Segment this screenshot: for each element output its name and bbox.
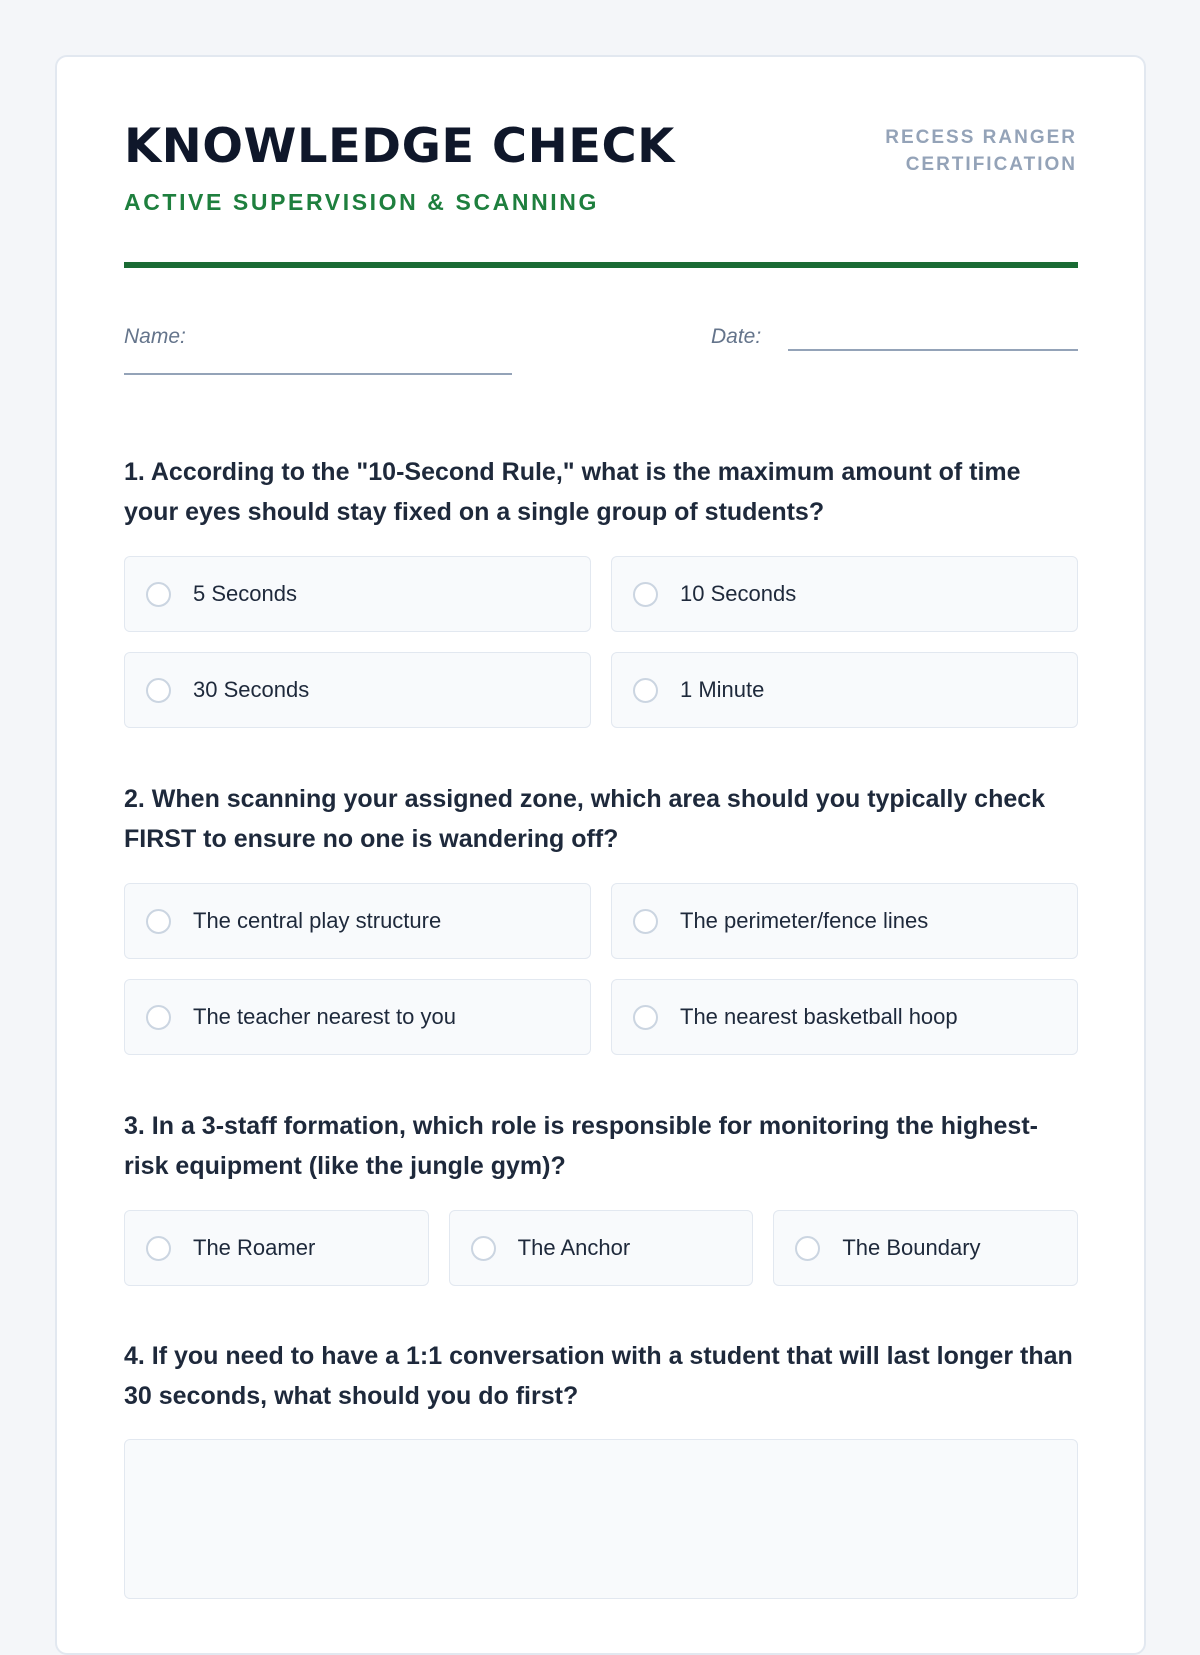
- answer-textarea[interactable]: [124, 1439, 1078, 1599]
- page-title: KNOWLEDGE CHECK: [124, 119, 675, 174]
- option-the-anchor[interactable]: [449, 1210, 754, 1286]
- option-5-seconds[interactable]: [124, 556, 591, 632]
- question-3-options: [124, 1210, 1078, 1286]
- option-label: The Anchor: [517, 1235, 631, 1260]
- option-label: The nearest basketball hoop: [680, 1004, 958, 1029]
- option-label: The Boundary: [842, 1235, 981, 1260]
- question-2: 2. When scanning your assigned zone, which area should you typically check FIRST to ensure no one is wandering off?: [124, 785, 1046, 853]
- option-teacher-nearest[interactable]: [124, 979, 591, 1055]
- option-label: The perimeter/fence lines: [680, 908, 929, 933]
- radio-icon[interactable]: [633, 1005, 658, 1030]
- option-the-boundary[interactable]: [773, 1210, 1078, 1286]
- option-label: The Roamer: [193, 1235, 316, 1260]
- option-1-minute[interactable]: [611, 652, 1078, 728]
- radio-icon[interactable]: [146, 1005, 171, 1030]
- option-label: 5 Seconds: [193, 581, 297, 606]
- radio-icon[interactable]: [633, 678, 658, 703]
- certification-line-1: RECESS RANGER: [885, 127, 1077, 148]
- question-4: 4. If you need to have a 1:1 conversation with a student that will last longer than 30 seconds, what should you do first?: [124, 1342, 1073, 1410]
- page-subtitle: ACTIVE SUPERVISION & SCANNING: [124, 189, 599, 215]
- option-label: 1 Minute: [680, 677, 765, 702]
- radio-icon[interactable]: [146, 909, 171, 934]
- question-2-options: [124, 883, 1078, 1055]
- radio-icon[interactable]: [633, 582, 658, 607]
- name-label: Name:: [124, 325, 186, 348]
- option-30-seconds[interactable]: [124, 652, 591, 728]
- option-10-seconds[interactable]: [611, 556, 1078, 632]
- option-central-play-structure[interactable]: [124, 883, 591, 959]
- question-1: 1. According to the "10-Second Rule," what is the maximum amount of time your eyes should stay fixed on a single group of students?: [124, 458, 1021, 526]
- certification-label: [817, 124, 1077, 178]
- radio-icon[interactable]: [633, 909, 658, 934]
- option-nearest-basketball-hoop[interactable]: [611, 979, 1078, 1055]
- option-label: 30 Seconds: [193, 677, 310, 702]
- certification-line-2: CERTIFICATION: [905, 154, 1077, 175]
- radio-icon[interactable]: [795, 1236, 820, 1261]
- option-label: 10 Seconds: [680, 581, 797, 606]
- radio-icon[interactable]: [471, 1236, 496, 1261]
- radio-icon[interactable]: [146, 1236, 171, 1261]
- name-field[interactable]: [124, 373, 512, 375]
- quiz-card: [55, 55, 1146, 1655]
- option-perimeter-fence-lines[interactable]: [611, 883, 1078, 959]
- date-field[interactable]: [788, 349, 1078, 351]
- option-the-roamer[interactable]: [124, 1210, 429, 1286]
- option-label: The teacher nearest to you: [193, 1004, 456, 1029]
- question-3: 3. In a 3-staff formation, which role is responsible for monitoring the highest-risk equipment (like the jungle gym)?: [124, 1112, 1038, 1180]
- option-label: The central play structure: [193, 908, 442, 933]
- radio-icon[interactable]: [146, 582, 171, 607]
- question-1-options: [124, 556, 1078, 728]
- header-divider: [124, 262, 1078, 268]
- radio-icon[interactable]: [146, 678, 171, 703]
- date-label: Date:: [711, 325, 762, 348]
